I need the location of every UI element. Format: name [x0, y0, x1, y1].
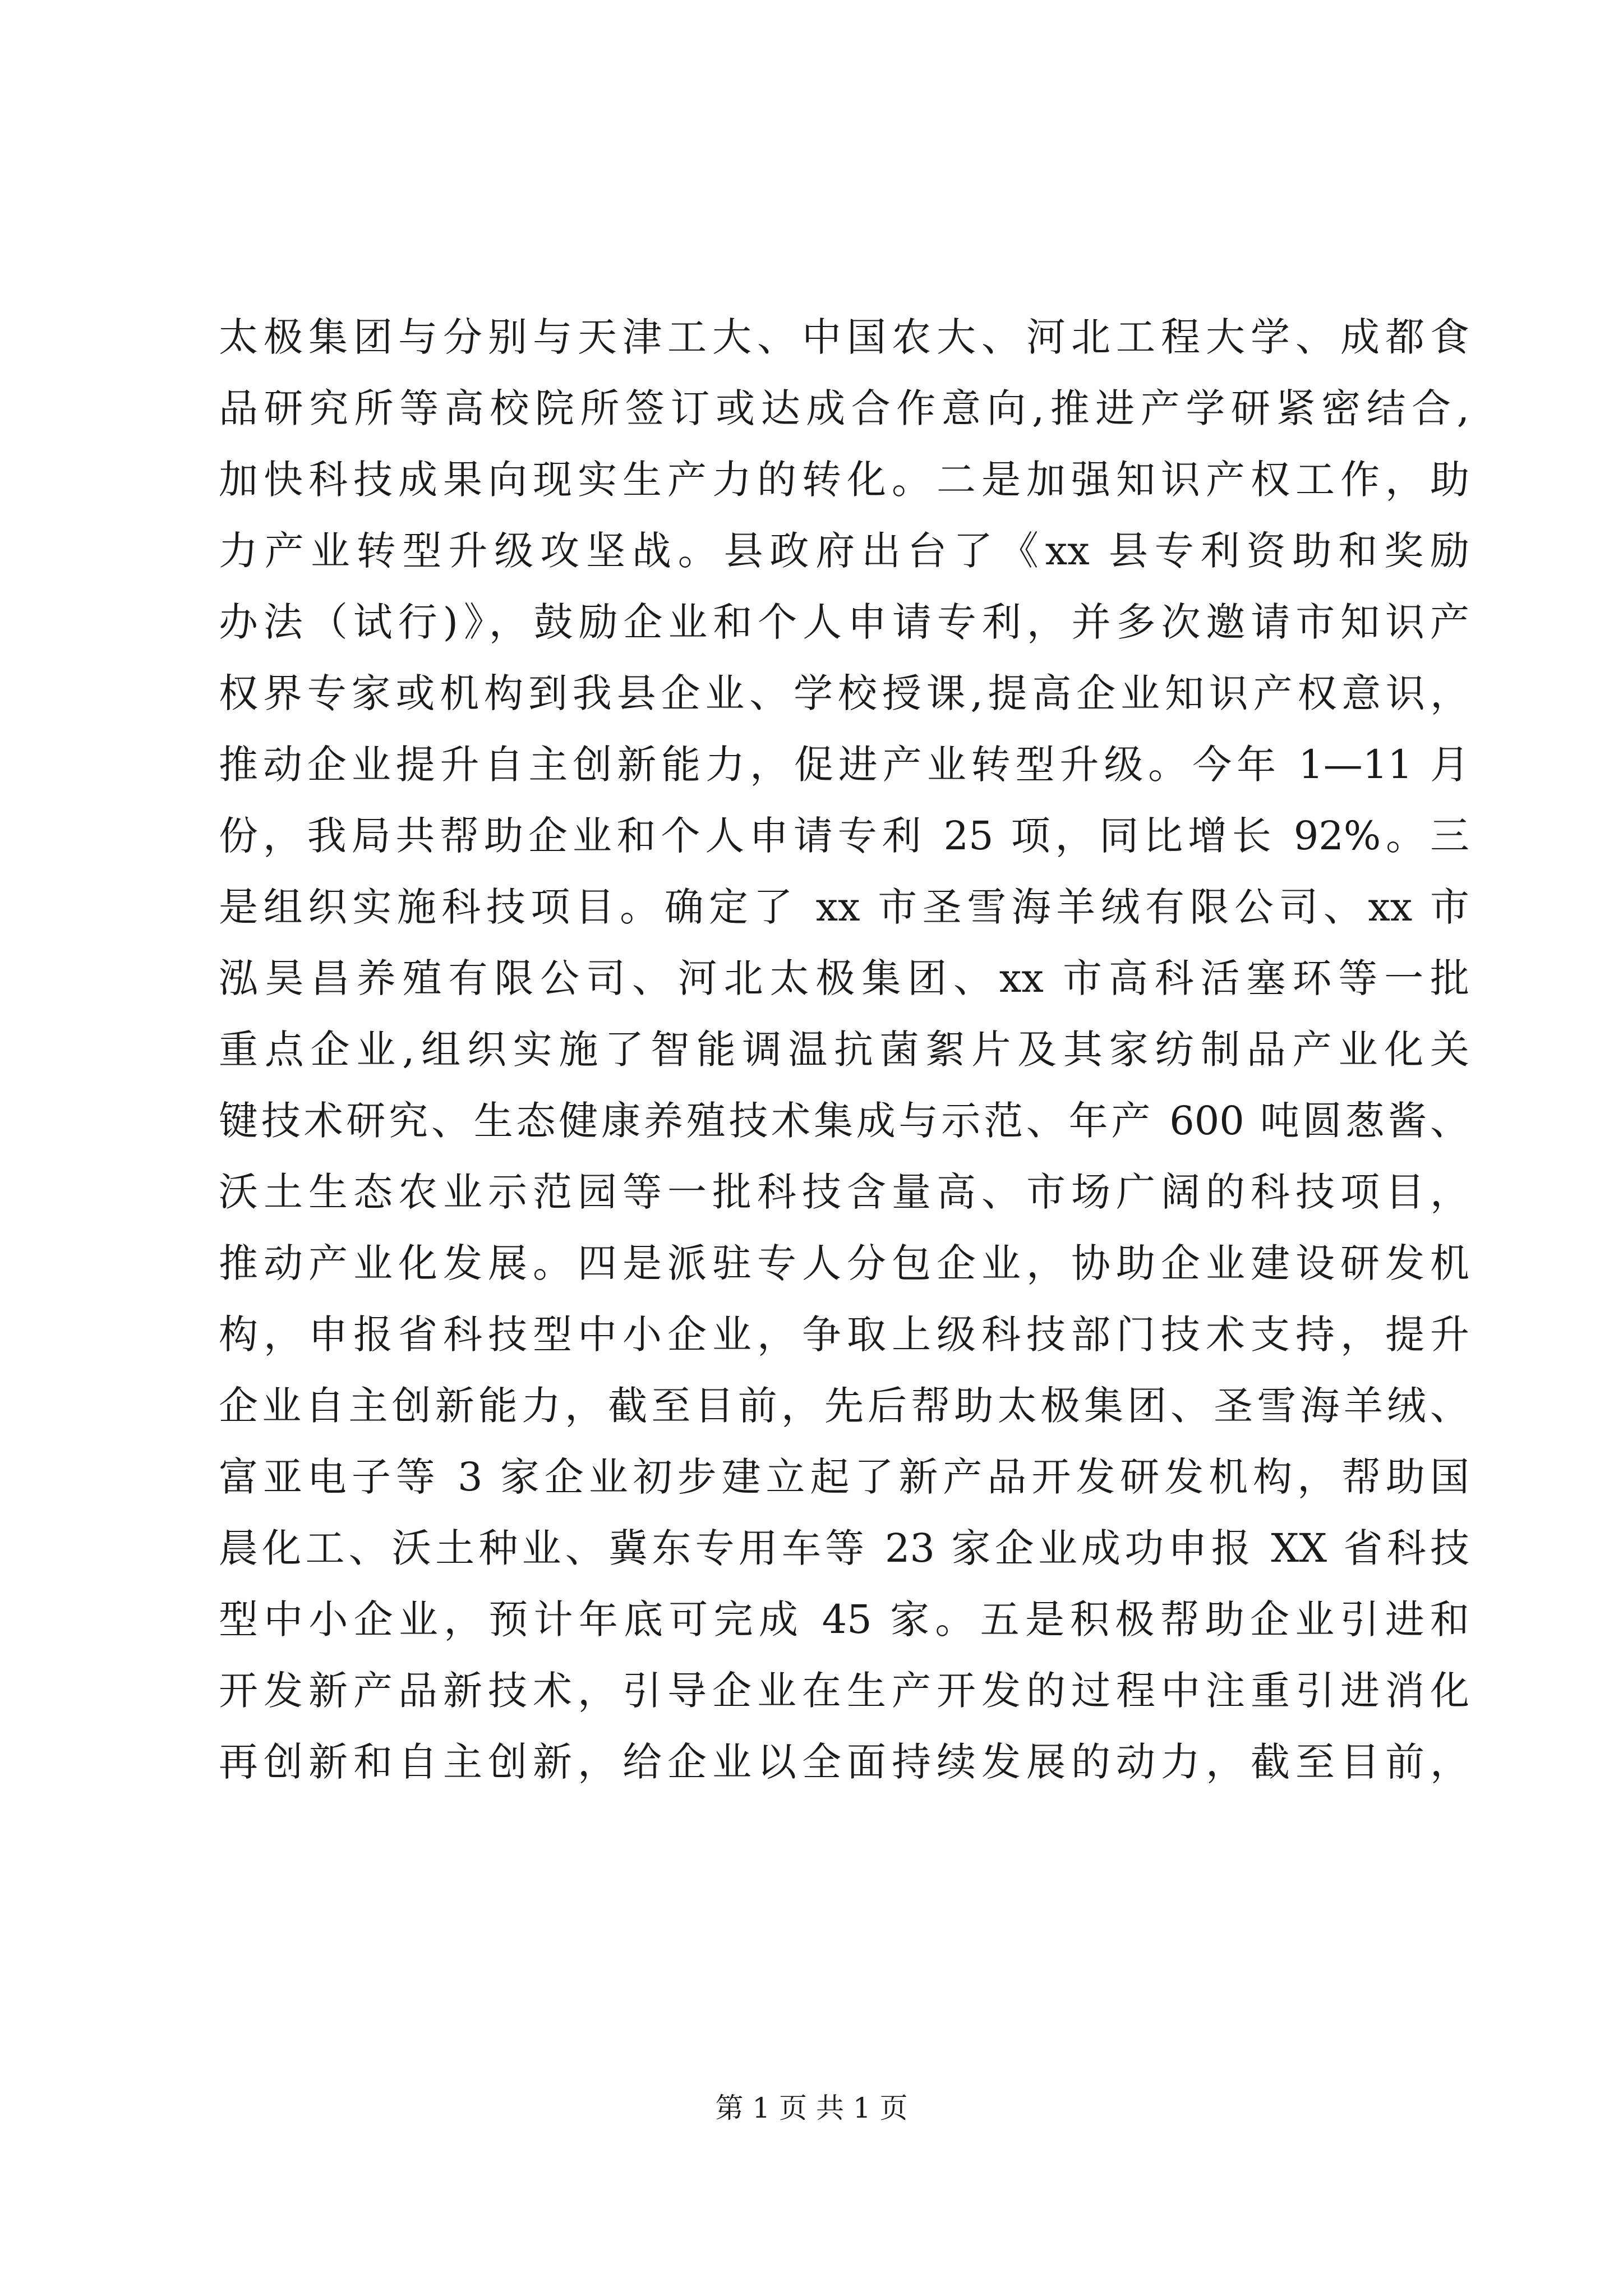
text-line: 权界专家或机构到我县企业、学校授课,提高企业知识产权意识， — [219, 670, 1469, 716]
text-line: 型中小企业，预计年底可完成 45 家。五是积极帮助企业引进和 — [219, 1596, 1469, 1642]
text-line: 品研究所等高校院所签订或达成合作意向,推进产学研紧密结合, — [219, 385, 1469, 431]
text-line: 晨化工、沃土种业、冀东专用车等 23 家企业成功申报 XX 省科技 — [219, 1525, 1469, 1571]
text-line: 太极集团与分别与天津工大、中国农大、河北工程大学、成都食 — [219, 314, 1469, 360]
text-line: 推动产业化发展。四是派驻专人分包企业，协助企业建设研发机 — [219, 1240, 1469, 1286]
text-line: 泓昊昌养殖有限公司、河北太极集团、xx 市高科活塞环等一批 — [219, 955, 1469, 1001]
body-paragraph — [219, 302, 1469, 1798]
text-line: 推动企业提升自主创新能力，促进产业转型升级。今年 1—11 月 — [219, 742, 1469, 788]
text-line: 再创新和自主创新，给企业以全面持续发展的动力，截至目前， — [219, 1739, 1469, 1785]
text-line: 加快科技成果向现实生产力的转化。二是加强知识产权工作，助 — [219, 457, 1469, 503]
text-line: 键技术研究、生态健康养殖技术集成与示范、年产 600 吨圆葱酱、 — [219, 1098, 1469, 1144]
text-line: 富亚电子等 3 家企业初步建立起了新产品开发研发机构，帮助国 — [219, 1454, 1469, 1500]
text-line: 份，我局共帮助企业和个人申请专利 25 项，同比增长 92%。三 — [219, 813, 1469, 859]
text-line: 企业自主创新能力，截至目前，先后帮助太极集团、圣雪海羊绒、 — [219, 1383, 1469, 1429]
text-line: 沃土生态农业示范园等一批科技含量高、市场广阔的科技项目， — [219, 1169, 1469, 1215]
text-line: 构，申报省科技型中小企业，争取上级科技部门技术支持，提升 — [219, 1312, 1469, 1358]
text-line: 是组织实施科技项目。确定了 xx 市圣雪海羊绒有限公司、xx 市 — [219, 884, 1469, 930]
text-line: 办法（试行)》，鼓励企业和个人申请专利，并多次邀请市知识产 — [219, 599, 1469, 645]
text-line: 力产业转型升级攻坚战。县政府出台了《xx 县专利资助和奖励 — [219, 528, 1469, 574]
page-footer: 第 1 页 共 1 页 — [715, 2092, 908, 2124]
text-line: 开发新产品新技术，引导企业在生产开发的过程中注重引进消化 — [219, 1668, 1469, 1714]
text-line: 重点企业,组织实施了智能调温抗菌絮片及其家纺制品产业化关 — [219, 1027, 1469, 1073]
